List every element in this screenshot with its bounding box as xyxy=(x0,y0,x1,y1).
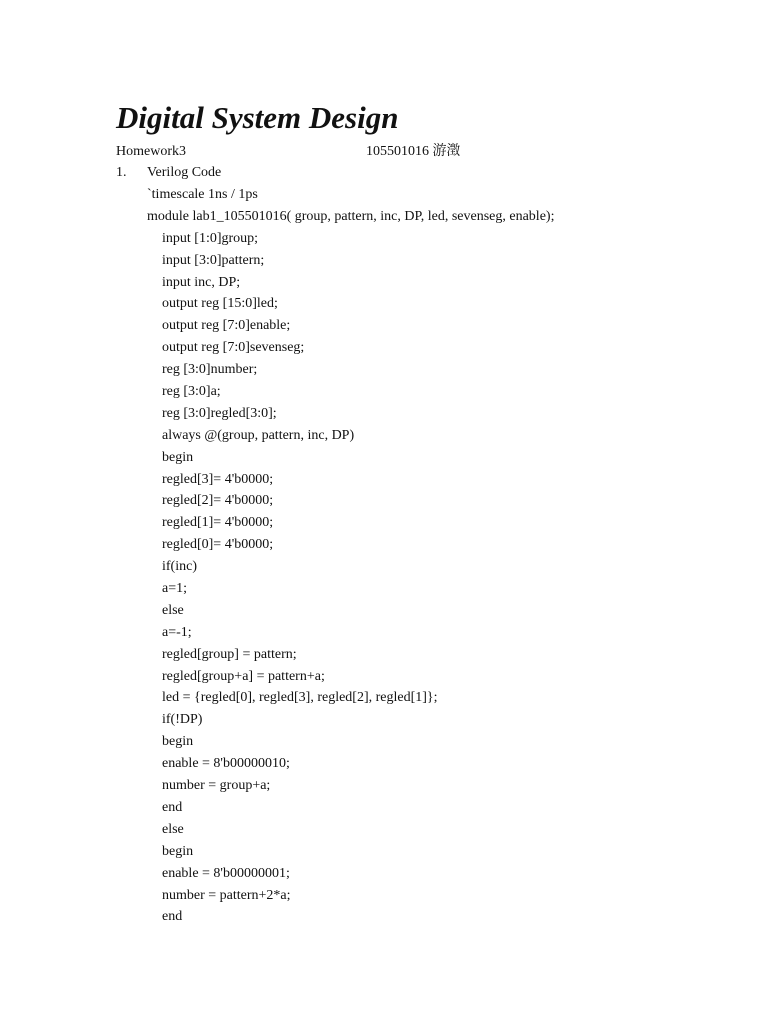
code-line: regled[3]= 4'b0000; xyxy=(162,471,274,487)
code-line: regled[group+a] = pattern+a; xyxy=(162,668,325,684)
code-line: reg [3:0]number; xyxy=(162,362,258,378)
code-line: regled[2]= 4'b0000; xyxy=(162,493,274,509)
document-title: Digital System Design xyxy=(116,100,399,135)
code-line: reg [3:0]a; xyxy=(162,384,221,400)
code-line: module lab1_105501016( group, pattern, inc, DP, led, sevenseg, enable); xyxy=(147,208,555,224)
code-line: `timescale 1ns / 1ps xyxy=(147,187,258,202)
code-line: number = pattern+2*a; xyxy=(162,887,291,903)
code-line: else xyxy=(162,602,184,618)
code-line: reg [3:0]regled[3:0]; xyxy=(162,405,277,421)
code-line: number = group+a; xyxy=(162,778,271,794)
code-line: output reg [7:0]sevenseg; xyxy=(162,340,305,356)
code-line: input [1:0]group; xyxy=(162,230,259,246)
code-line: if(inc) xyxy=(162,559,197,575)
code-line: input [3:0]pattern; xyxy=(162,252,265,268)
code-line: enable = 8'b00000010; xyxy=(162,756,290,772)
assignment-label: Homework3 xyxy=(116,144,186,159)
code-line: begin xyxy=(162,843,194,859)
code-line: a=1; xyxy=(162,581,187,597)
code-line: a=-1; xyxy=(162,624,192,640)
code-line: regled[group] = pattern; xyxy=(162,646,297,662)
code-line: begin xyxy=(162,734,194,750)
code-line: output reg [7:0]enable; xyxy=(162,318,291,334)
section-number: 1. xyxy=(116,165,127,180)
code-line: end xyxy=(162,799,183,815)
code-line: else xyxy=(162,821,184,837)
code-line: regled[0]= 4'b0000; xyxy=(162,537,274,553)
code-line: always @(group, pattern, inc, DP) xyxy=(162,427,355,443)
section-heading: Verilog Code xyxy=(147,165,222,180)
code-line: regled[1]= 4'b0000; xyxy=(162,515,274,531)
code-line: if(!DP) xyxy=(162,712,203,728)
code-line: input inc, DP; xyxy=(162,274,241,290)
code-line: end xyxy=(162,909,183,925)
verilog-code-block xyxy=(0,184,768,928)
code-line: begin xyxy=(162,449,194,465)
code-line: output reg [15:0]led; xyxy=(162,296,278,312)
code-line: led = {regled[0], regled[3], regled[2], regled[1]}; xyxy=(162,690,438,706)
code-line: enable = 8'b00000001; xyxy=(162,865,290,881)
student-info: 105501016 游澂 xyxy=(366,144,461,159)
